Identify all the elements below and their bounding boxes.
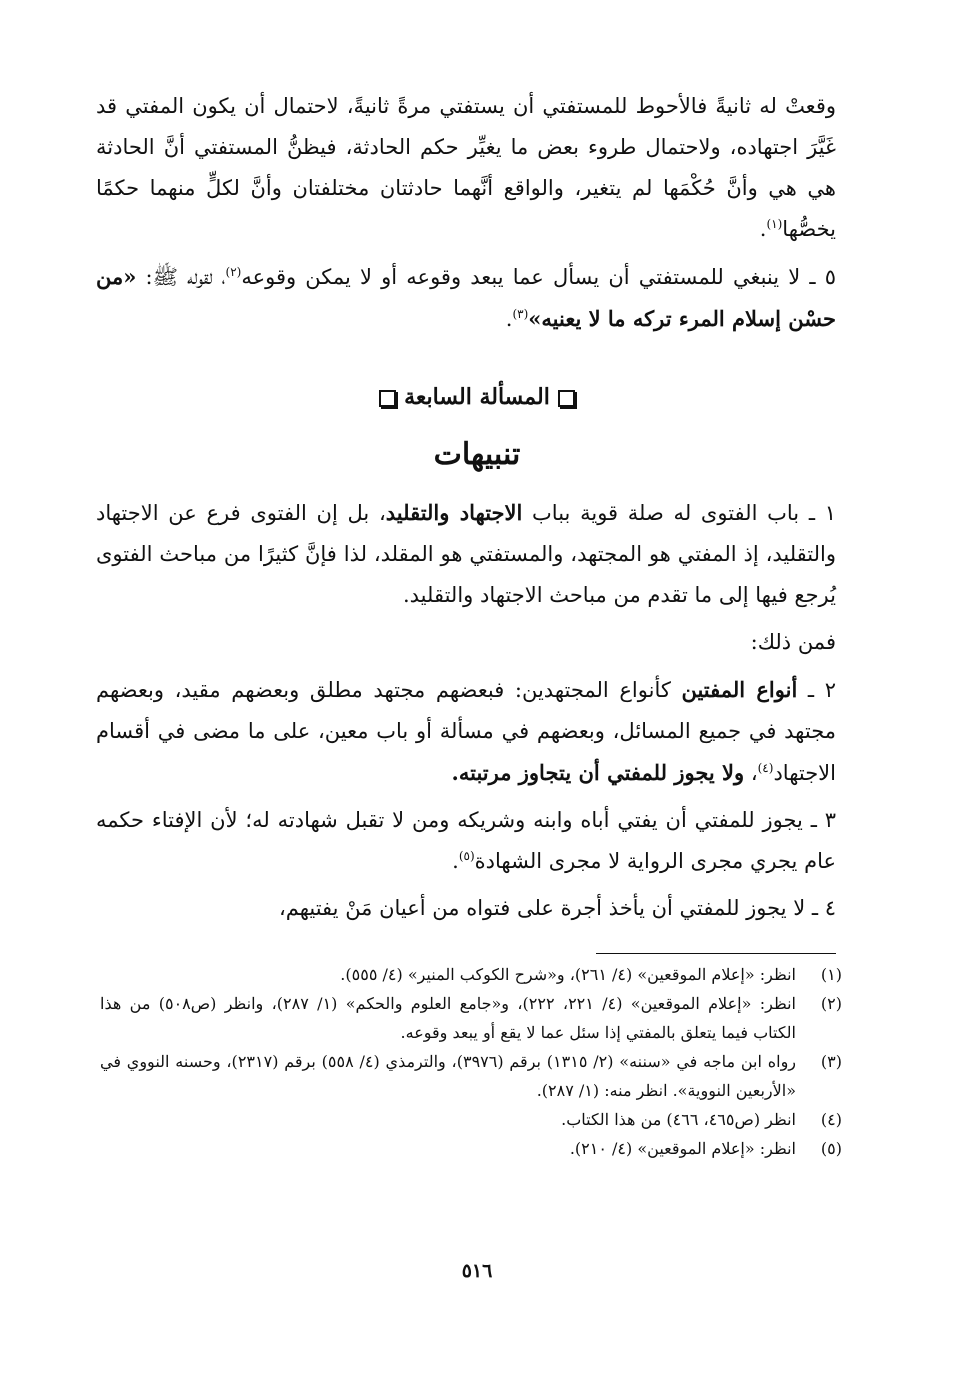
footnote-text: انظر: «إعلام الموقعين» (٤/ ٢٦١)، و«شرح الكوكب المنير» (٤/ ٥٥٥). bbox=[340, 965, 796, 984]
square-ornament-icon bbox=[379, 390, 396, 407]
footnote-item bbox=[100, 1047, 842, 1105]
paragraph-intro bbox=[96, 622, 836, 663]
footnote-number: (٥) bbox=[820, 1139, 842, 1158]
paragraph-item-3 bbox=[96, 800, 836, 882]
footnote-item bbox=[100, 1105, 842, 1134]
footnote-number: (٢) bbox=[820, 994, 842, 1013]
paragraph-text: وقعتْ له ثانيةً فالأحوط للمستفتي أن يستفتي مرةً ثانيةً، لاحتمال أن يكون المفتي قد غَيَّرَ اجتهاده، ولاحتمال طروء بعض ما يغيِّر حكم الحادثة، فيظنُّ المستفتي أنَّ الحادثة هي هي وأنَّ حُكْمَها لم يتغير، والواقع أنَّهما حادثتان مختلفتان وأنَّ لكلٍّ منهما حكمًا يخصُّها bbox=[96, 94, 836, 241]
page-number: ٥١٦ bbox=[461, 1260, 493, 1282]
paragraph-text: ١ ـ باب الفتوى له صلة قوية بباب bbox=[522, 501, 836, 525]
hadith-quote: «من حسْن إسلام المرء تركه ما لا يعنيه» bbox=[96, 264, 836, 331]
bold-term: ولا يجوز للمفتي أن يتجاوز مرتبته. bbox=[451, 760, 745, 785]
paragraph-text: فمن ذلك: bbox=[750, 630, 836, 654]
footnote-ref[interactable]: (٣) bbox=[512, 307, 529, 321]
paragraph-text: ٤ ـ لا يجوز للمفتي أن يأخذ أجرة على فتواه من أعيان مَنْ يفتيهم، bbox=[278, 896, 836, 920]
footnote-number: (٤) bbox=[820, 1110, 842, 1129]
footnote-text: انظر: «إعلام الموقعين» (٤/ ٢٢١، ٢٢٢)، و«جامع العلوم والحكم» (١/ ٢٨٧)، وانظر (ص٥٠٨) من هذا الكتاب فيما يتعلق بالمفتي إذا سئل عما لا يقع أو يبعد وقوعه. bbox=[100, 994, 796, 1042]
paragraph-continuation bbox=[96, 86, 836, 250]
section-heading-text: المسألة السابعة bbox=[404, 384, 550, 410]
paragraph-item-1 bbox=[96, 492, 836, 616]
footnote-ref[interactable]: (١) bbox=[766, 217, 783, 231]
paragraph-text: ، بل إن الفتوى فرع عن الاجتهاد والتقليد، إذ المفتي هو المجتهد، والمستفتي هو المقلد، لذا فإنَّ كثيرًا من مباحث الفتوى يُرجع فيها إلى ما تقدم من مباحث الاجتهاد والتقليد. bbox=[96, 501, 836, 607]
square-ornament-icon bbox=[558, 390, 575, 407]
footnote-divider bbox=[596, 953, 836, 954]
footnote-number: (٣) bbox=[820, 1052, 842, 1071]
footnote-ref[interactable]: (٢) bbox=[225, 265, 242, 279]
top-text-block bbox=[96, 86, 836, 340]
paragraph-tail: . bbox=[759, 217, 767, 241]
footnote-item bbox=[100, 989, 842, 1047]
section-title: تنبيهات bbox=[433, 437, 521, 472]
footnote-text: انظر: «إعلام الموقعين» (٤/ ٢١٠). bbox=[569, 1139, 796, 1158]
footnote-text: رواه ابن ماجه في «سننه» (٢/ ١٣١٥) برقم (٣٩٧٦)، والترمذي (٤/ ٥٥٨) برقم (٢٣١٧)، وحسنه النووي في «الأربعين النووية». انظر منه: (١/ ٢٨٧). bbox=[100, 1052, 797, 1100]
bold-term: أنواع المفتين bbox=[681, 677, 798, 702]
footnote-item bbox=[100, 960, 842, 989]
paragraph-tail: . bbox=[505, 307, 513, 331]
footnote-item bbox=[100, 1134, 842, 1163]
paragraph-item-4 bbox=[96, 888, 836, 929]
paragraph-item-2 bbox=[96, 669, 836, 794]
paragraph-text: ٥ ـ لا ينبغي للمستفتي أن يسأل عما يبعد وقوعه أو لا يمكن وقوعه bbox=[241, 265, 836, 289]
footnotes bbox=[100, 960, 842, 1163]
paragraph-tail: . bbox=[452, 849, 459, 873]
paragraph-item-5 bbox=[96, 256, 836, 340]
bold-term: الاجتهاد والتقليد bbox=[385, 500, 523, 525]
paragraph-text: ٢ ـ bbox=[797, 678, 836, 702]
section-heading bbox=[0, 377, 954, 417]
paragraph-text: ، bbox=[744, 761, 758, 785]
paragraph-text: ٣ ـ يجوز للمفتي أن يفتي أباه وابنه وشريكه ومن لا تقبل شهادته له؛ لأن الإفتاء حكمه عام يجري مجرى الرواية لا مجرى الشهادة bbox=[96, 808, 836, 873]
footnote-text: انظر (ص٤٦٥، ٤٦٦) من هذا الكتاب. bbox=[561, 1110, 796, 1129]
footnote-ref[interactable]: (٥) bbox=[458, 849, 475, 863]
items-text-block bbox=[96, 492, 836, 929]
paragraph-text: ، لقوله ﷺ: bbox=[136, 265, 226, 289]
footnote-ref[interactable]: (٤) bbox=[757, 761, 774, 775]
paragraph-text: كأنواع المجتهدين: فبعضهم مجتهد مطلق وبعضهم مقيد، وبعضهم مجتهد في جميع المسائل، وبعضهم في مسألة أو باب معين، على ما مضى في أقسام الاجتهاد bbox=[96, 678, 836, 785]
footnote-number: (١) bbox=[820, 965, 842, 984]
